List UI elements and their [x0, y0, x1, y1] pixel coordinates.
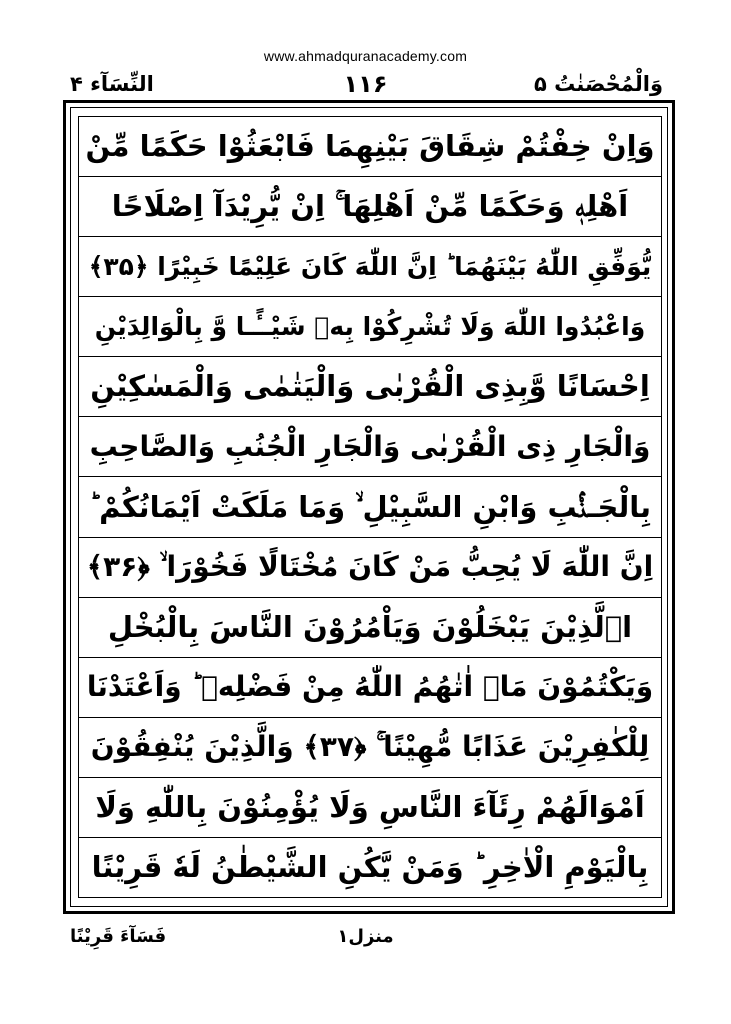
text-line-4: وَاعْبُدُوا اللّٰهَ وَلَا تُشْرِكُوْا بِهٖ شَيْــًٔـا وَّ بِالْوَالِدَيْنِ [79, 297, 661, 357]
manzil-label: منزل۱ [337, 926, 394, 947]
text-line-6: وَالْجَارِ ذِى الْقُرْبٰى وَالْجَارِ الْجُنُبِ وَالصَّاحِبِ [79, 417, 661, 477]
text-line-8: اِنَّ اللّٰهَ لَا يُحِبُّ مَنْ كَانَ مُخْتَالًا فَخُوْرَا ۙ ﴿۳۶﴾ [79, 538, 661, 598]
text-line-1: وَاِنْ خِفْتُمْ شِقَاقَ بَيْنِهِمَا فَابْعَثُوْا حَكَمًا مِّنْ [79, 117, 661, 177]
quran-text-block [78, 116, 662, 898]
surah-name: النِّسَآء ۴ [70, 72, 154, 96]
catchword: فَسَآءَ قَرِيْنًا [70, 926, 167, 947]
text-line-11: لِلْكٰفِرِيْنَ عَذَابًا مُّهِيْنًا ۚ ﴿۳۷﴾ وَالَّذِيْنَ يُنْفِقُوْنَ [79, 718, 661, 778]
website-url: www.ahmadquranacademy.com [263, 48, 468, 64]
text-line-10: وَيَكْتُمُوْنَ مَاۤ اٰتٰهُمُ اللّٰهُ مِنْ فَضْلِهٖ ؕ وَاَعْتَدْنَا [79, 658, 661, 718]
page-number: ۱۱۶ [343, 70, 388, 98]
juz-name: وَالْمُحْصَنٰتُ ۵ [534, 72, 663, 96]
text-line-9: اۨلَّذِيْنَ يَبْخَلُوْنَ وَيَاْمُرُوْنَ النَّاسَ بِالْبُخْلِ [79, 598, 661, 658]
text-line-13: بِالْيَوْمِ الْاٰخِرِ ؕ وَمَنْ يَّكُنِ الشَّيْطٰنُ لَهٗ قَرِيْنًا [91, 849, 649, 884]
text-line-5: اِحْسَانًا وَّبِذِى الْقُرْبٰى وَالْيَتٰمٰى وَالْمَسٰكِيْنِ [79, 357, 661, 417]
text-line-12: اَمْوَالَهُمْ رِئَآءَ النَّاسِ وَلَا يُؤْمِنُوْنَ بِاللّٰهِ وَلَا [79, 778, 661, 838]
text-line-2: اَهْلِهٖ وَحَكَمًا مِّنْ اَهْلِهَا ۚ اِنْ يُّرِيْدَآ اِصْلَاحًا [79, 177, 661, 237]
text-line-3: يُّوَفِّقِ اللّٰهُ بَيْنَهُمَا ؕ اِنَّ اللّٰهَ كَانَ عَلِيْمًا خَبِيْرًا ﴿۳۵﴾ [79, 237, 661, 297]
text-line-7: بِالْجَـنْۢبِ وَابْنِ السَّبِيْلِ ۙ وَمَا مَلَكَتْ اَيْمَانُكُمْ ؕ [79, 477, 661, 537]
